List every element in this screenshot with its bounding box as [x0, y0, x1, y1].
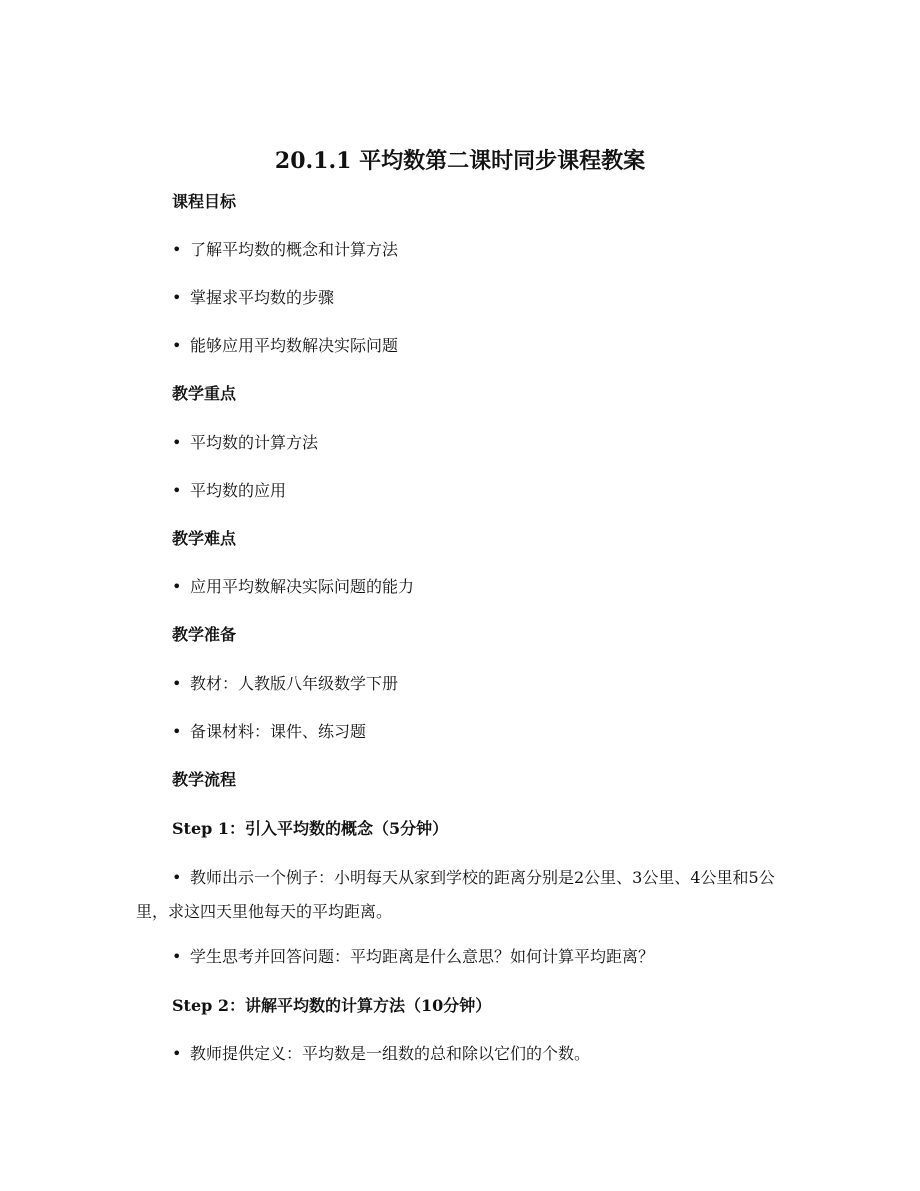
- bullet-icon: •: [172, 868, 182, 887]
- bullet-icon: •: [172, 240, 182, 259]
- list-item-text: 教师提供定义：平均数是一组数的总和除以它们的个数。: [190, 1044, 591, 1063]
- list-item-text: 教材：人教版八年级数学下册: [190, 674, 399, 693]
- bullet-icon: •: [172, 1044, 182, 1063]
- list-item: [172, 432, 772, 454]
- bullet-icon: •: [172, 947, 182, 966]
- list-item: [172, 335, 772, 357]
- list-item-text: 学生思考并回答问题：平均距离是什么意思？如何计算平均距离？: [190, 947, 655, 966]
- paragraph-text: 教师出示一个例子：小明每天从家到学校的距离分别是2公里、3公里、4公里和5公里，求这四天里他每天的平均距离。: [136, 868, 775, 921]
- bullet-icon: •: [172, 336, 182, 355]
- section-heading-key-points: 教学重点: [172, 384, 237, 403]
- list-item-text: 掌握求平均数的步骤: [190, 288, 335, 307]
- section-heading-difficulties: 教学难点: [172, 529, 237, 548]
- list-item: [172, 480, 772, 502]
- section-heading-goals: 课程目标: [172, 192, 237, 211]
- list-item: [172, 946, 772, 968]
- paragraph-item: [136, 861, 776, 929]
- bullet-icon: •: [172, 722, 182, 741]
- list-item: [172, 576, 772, 598]
- list-item-text: 平均数的计算方法: [190, 433, 319, 452]
- section-heading-preparation: 教学准备: [172, 625, 237, 644]
- list-item: [172, 287, 772, 309]
- step-heading-1: Step 1：引入平均数的概念（5分钟）: [172, 819, 449, 838]
- bullet-icon: •: [172, 577, 182, 596]
- bullet-icon: •: [172, 288, 182, 307]
- list-item-text: 应用平均数解决实际问题的能力: [190, 577, 415, 596]
- step-heading-2: Step 2：讲解平均数的计算方法（10分钟）: [172, 996, 492, 1015]
- bullet-icon: •: [172, 674, 182, 693]
- section-heading-process: 教学流程: [172, 770, 237, 789]
- list-item: [172, 239, 772, 261]
- document-title: 20.1.1 平均数第二课时同步课程教案: [274, 148, 646, 174]
- list-item: [172, 721, 772, 743]
- list-item-text: 能够应用平均数解决实际问题: [190, 336, 399, 355]
- list-item: [172, 1043, 772, 1065]
- list-item-text: 平均数的应用: [190, 481, 287, 500]
- list-item-text: 备课材料：课件、练习题: [190, 722, 367, 741]
- list-item-text: 了解平均数的概念和计算方法: [190, 240, 399, 259]
- bullet-icon: •: [172, 481, 182, 500]
- list-item: [172, 673, 772, 695]
- bullet-icon: •: [172, 433, 182, 452]
